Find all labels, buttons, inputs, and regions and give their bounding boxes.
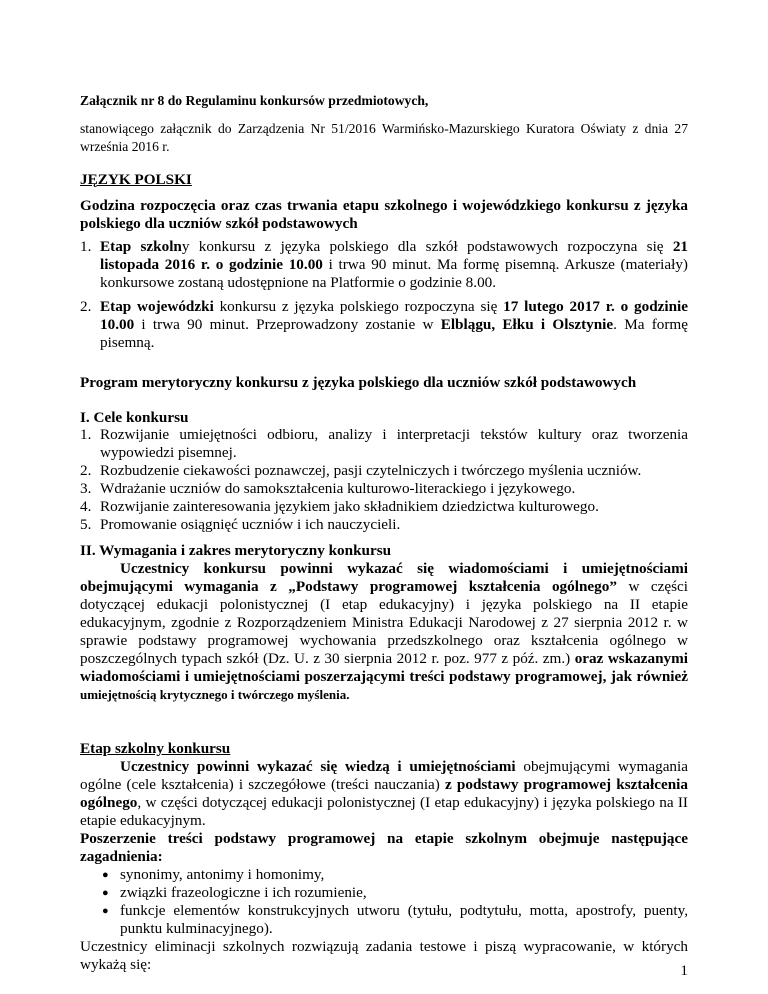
list-number: 4. [80, 498, 92, 515]
text-run: i trwa 90 minut. Ma formę pisemną. Arkusze (materiały) konkursowe zostaną udostępnione na Platformie o godzinie 8.00. [100, 256, 688, 291]
annex-reference: stanowiącego załącznik do Zarządzenia Nr 51/2016 Warmińsko-Mazurskiego Kuratora Oświaty z dnia 27 września 2016 r. [80, 121, 688, 154]
bullet-icon: ● [102, 869, 109, 881]
requirements-paragraph [80, 560, 688, 704]
bold-run: z podstawy programowej kształcenia ogólnego [80, 776, 688, 811]
goal-text: Rozwijanie zainteresowania językiem jako składnikiem dziedzictwa kulturowego. [100, 498, 599, 515]
list-number: 2. [80, 462, 92, 479]
schedule-item-2 [80, 298, 688, 352]
list-number: 3. [80, 480, 92, 497]
goal-item [80, 516, 688, 534]
goal-text: Wdrażanie uczniów do samokształcenia kulturowo-literackiego i językowego. [100, 480, 576, 497]
list-number: 1. [80, 238, 92, 255]
goal-text: Rozbudzenie ciekawości poznawczej, pasji czytelniczych i twórczego myślenia uczniów. [100, 462, 642, 479]
date-bold: 17 lutego 2017 r. o godzinie 10.00 [100, 298, 689, 333]
list-item [80, 866, 688, 884]
list-number: 5. [80, 516, 92, 533]
school-stage-heading: Etap szkolny konkursu [80, 740, 231, 757]
schedule-item-1 [80, 238, 688, 292]
goals-list [80, 426, 688, 534]
bold-small-run: umiejętnością krytycznego i twórczego myślenia. [80, 687, 350, 702]
list-item [80, 902, 688, 938]
list-number: 2. [80, 298, 92, 315]
bullet-text: funkcje elementów konstrukcyjnych utworu (tytułu, podtytułu, motta, apostrofy, puenty, punktu kulminacyjnego). [120, 902, 688, 937]
text-run: . Ma formę pisemną. [100, 316, 688, 351]
cities-bold: Elblągu, Ełku i Olsztynie [440, 316, 614, 333]
extension-heading: Poszerzenie treści podstawy programowej na etapie szkolnym obejmuje następujące zagadnienia: [80, 830, 688, 865]
goal-item [80, 426, 688, 462]
goals-heading: I. Cele konkursu [80, 409, 189, 426]
requirements-heading: II. Wymagania i zakres merytoryczny konkursu [80, 542, 392, 559]
subject-title: JĘZYK POLSKI [80, 171, 192, 188]
bold-run: oraz wskazanymi wiadomościami i umiejętnościami poszerzającymi treści podstawy programowej, jak również [80, 650, 688, 685]
bullet-icon: ● [102, 905, 109, 917]
program-heading: Program merytoryczny konkursu z języka polskiego dla uczniów szkół podstawowych [80, 374, 637, 391]
bullet-text: związki frazeologiczne i ich rozumienie, [120, 884, 367, 901]
goal-text: Rozwijanie umiejętności odbioru, analizy i interpretacji tekstów kultury oraz tworzenia wypowiedzi pisemnej. [100, 426, 688, 461]
text-run: y konkursu z języka polskiego dla szkół podstawowych rozpoczyna się [181, 238, 673, 255]
bullet-text: synonimy, antonimy i homonimy, [120, 866, 325, 883]
bold-run: Etap wojewódzki [100, 298, 214, 315]
text-run: i trwa 90 minut. Przeprowadzony zostanie w [134, 316, 441, 333]
bold-run: Etap szkoln [100, 238, 182, 255]
list-item [80, 884, 688, 902]
goal-item [80, 498, 688, 516]
school-stage-paragraph [80, 758, 688, 830]
extension-list [80, 866, 688, 938]
schedule-heading: Godzina rozpoczęcia oraz czas trwania etapu szkolnego i wojewódzkiego konkursu z języka polskiego dla uczniów szkół podstawowych [80, 197, 688, 232]
bold-run: Uczestnicy powinni wykazać się wiedzą i umiejętnościami [120, 758, 516, 775]
goal-item [80, 462, 688, 480]
goal-text: Promowanie osiągnięć uczniów i ich nauczycieli. [100, 516, 401, 533]
text-run: w części dotyczącej edukacji polonistycznej (I etap edukacyjny) i języka polskiego na II etapie edukacyjnym, zgodnie z Rozporządzeniem Ministra Edukacji Narodowej z 27 sierpnia 2012 r. w sprawie podstawy programowej wychowania przedszkolnego oraz kształcenia ogólnego w poszczególnych typach szkół (Dz. U. z 30 sierpnia 2012 r. poz. 977 z póź. zm.) [80, 578, 689, 667]
bold-run: Uczestnicy konkursu powinni wykazać się wiadomościami i umiejętnościami obejmującymi wymagania z „Podstawy programowej kształcenia ogólnego” [80, 560, 688, 595]
text-run: konkursu z języka polskiego rozpoczyna się [213, 298, 504, 315]
goal-item [80, 480, 688, 498]
text-run: obejmującymi wymagania ogólne (cele kształcenia) i szczegółowe (treści nauczania) [80, 758, 688, 793]
text-run: , w części dotyczącej edukacji polonistycznej (I etap edukacyjny) i języka polskiego na II etapie edukacyjnym. [80, 794, 688, 829]
list-number: 1. [80, 426, 92, 443]
date-bold: 21 listopada 2016 r. o godzinie 10.00 [100, 238, 688, 273]
bullet-icon: ● [102, 887, 109, 899]
closing-paragraph: Uczestnicy eliminacji szkolnych rozwiązują zadania testowe i piszą wypracowanie, w których wykażą się: [80, 938, 688, 973]
page-number: 1 [680, 962, 688, 979]
annex-title: Załącznik nr 8 do Regulaminu konkursów przedmiotowych, [80, 93, 429, 108]
